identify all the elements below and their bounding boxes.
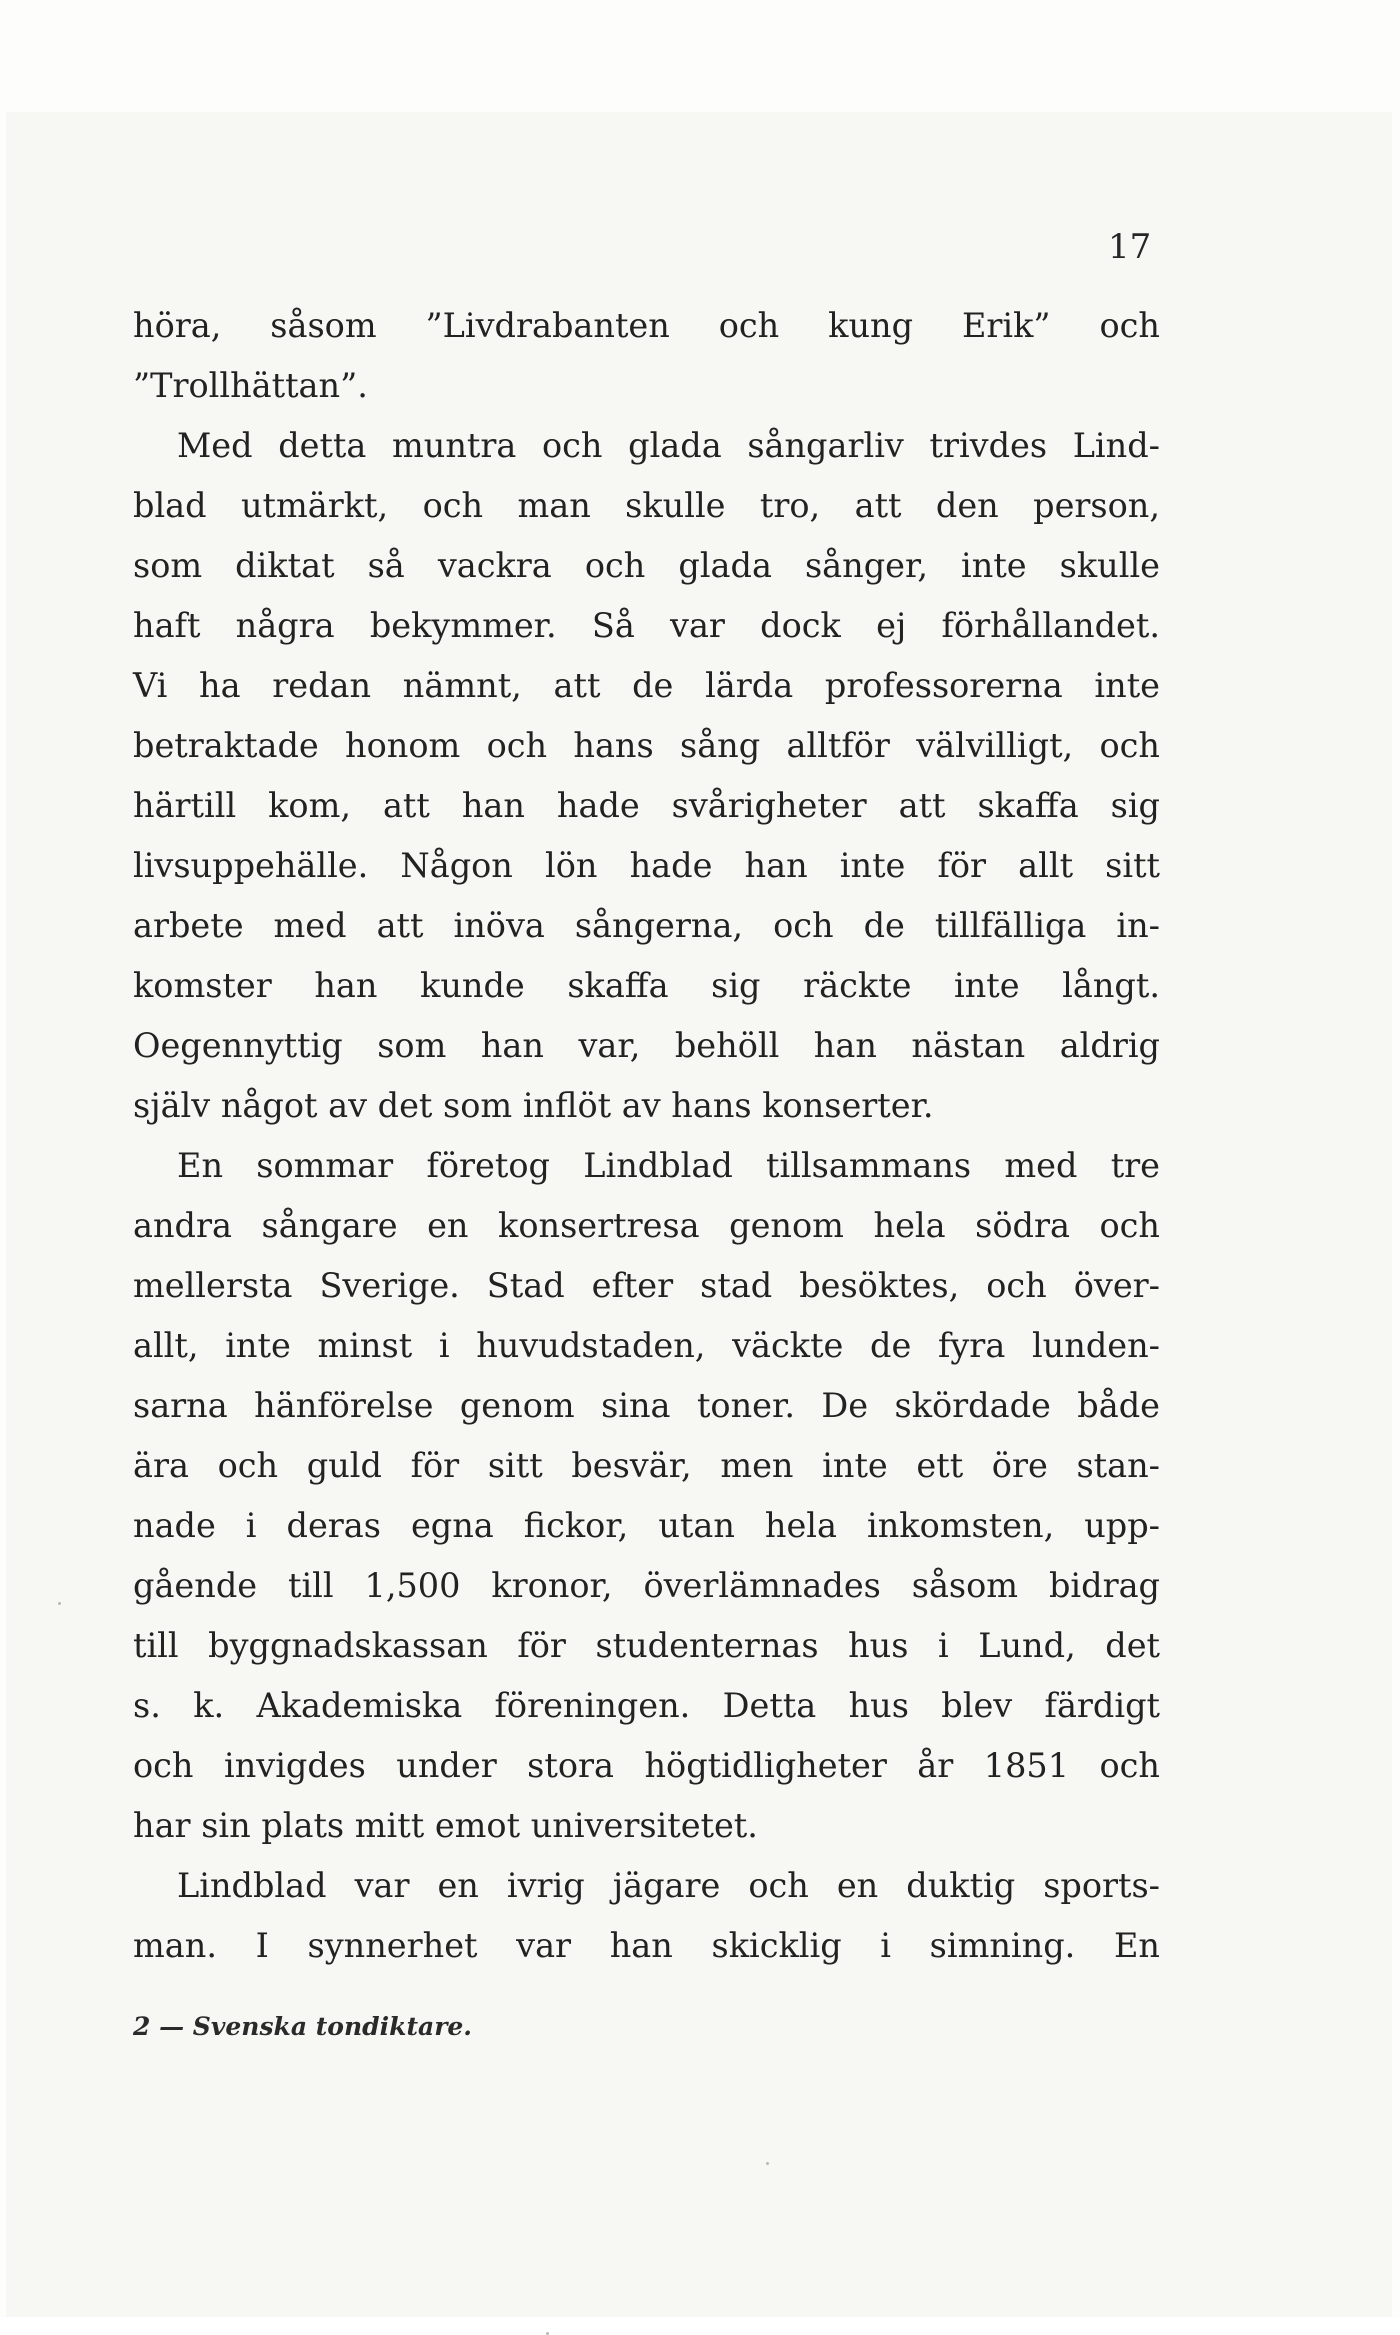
text-line: Med detta muntra och glada sångarliv trivdes Lind-	[177, 426, 1160, 465]
text-line: har sin plats mitt emot universitetet.	[133, 1806, 758, 1845]
text-line: som diktat så vackra och glada sånger, inte skulle	[133, 546, 1160, 585]
text-line: gående till 1,500 kronor, överlämnades såsom bidrag	[133, 1566, 1160, 1605]
text-line: sarna hänförelse genom sina toner. De skördade både	[133, 1386, 1160, 1425]
text-line: härtill kom, att han hade svårigheter att skaffa sig	[133, 786, 1160, 825]
paper-speck	[58, 1602, 61, 1605]
text-line: arbete med att inöva sångerna, och de tillfälliga in-	[133, 906, 1160, 945]
text-line: haft några bekymmer. Så var dock ej förhållandet.	[133, 606, 1160, 645]
page-number: 17	[1108, 227, 1152, 267]
text-line: ära och guld för sitt besvär, men inte ett öre stan-	[133, 1446, 1160, 1485]
text-line: s. k. Akademiska föreningen. Detta hus blev färdigt	[133, 1686, 1160, 1725]
text-line: ”Trollhättan”.	[133, 366, 368, 405]
text-line: till byggnadskassan för studenternas hus i Lund, det	[133, 1626, 1160, 1665]
text-line: blad utmärkt, och man skulle tro, att den person,	[133, 486, 1160, 525]
text-line: Oegennyttig som han var, behöll han nästan aldrig	[133, 1026, 1160, 1065]
text-line: nade i deras egna fickor, utan hela inkomsten, upp-	[133, 1506, 1160, 1545]
text-line: mellersta Sverige. Stad efter stad besöktes, och över-	[133, 1266, 1160, 1305]
text-line: man. I synnerhet var han skicklig i simning. En	[133, 1926, 1160, 1965]
text-line: allt, inte minst i huvudstaden, väckte de fyra lunden-	[133, 1326, 1160, 1365]
paper-speck	[766, 2162, 769, 2165]
text-line: livsuppehälle. Någon lön hade han inte för allt sitt	[133, 846, 1160, 885]
text-line: och invigdes under stora högtidligheter år 1851 och	[133, 1746, 1160, 1785]
text-line: komster han kunde skaffa sig räckte inte långt.	[133, 966, 1160, 1005]
text-line: Lindblad var en ivrig jägare och en duktig sports-	[177, 1866, 1160, 1905]
signature-footer: 2 — Svenska tondiktare.	[133, 2012, 472, 2041]
text-line: höra, såsom ”Livdrabanten och kung Erik” och	[133, 306, 1160, 345]
text-line: andra sångare en konsertresa genom hela södra och	[133, 1206, 1160, 1245]
text-line: Vi ha redan nämnt, att de lärda professorerna inte	[133, 666, 1160, 705]
text-line: själv något av det som inflöt av hans konserter.	[133, 1086, 934, 1125]
text-line: En sommar företog Lindblad tillsammans med tre	[177, 1146, 1160, 1185]
text-line: betraktade honom och hans sång alltför välvilligt, och	[133, 726, 1160, 765]
